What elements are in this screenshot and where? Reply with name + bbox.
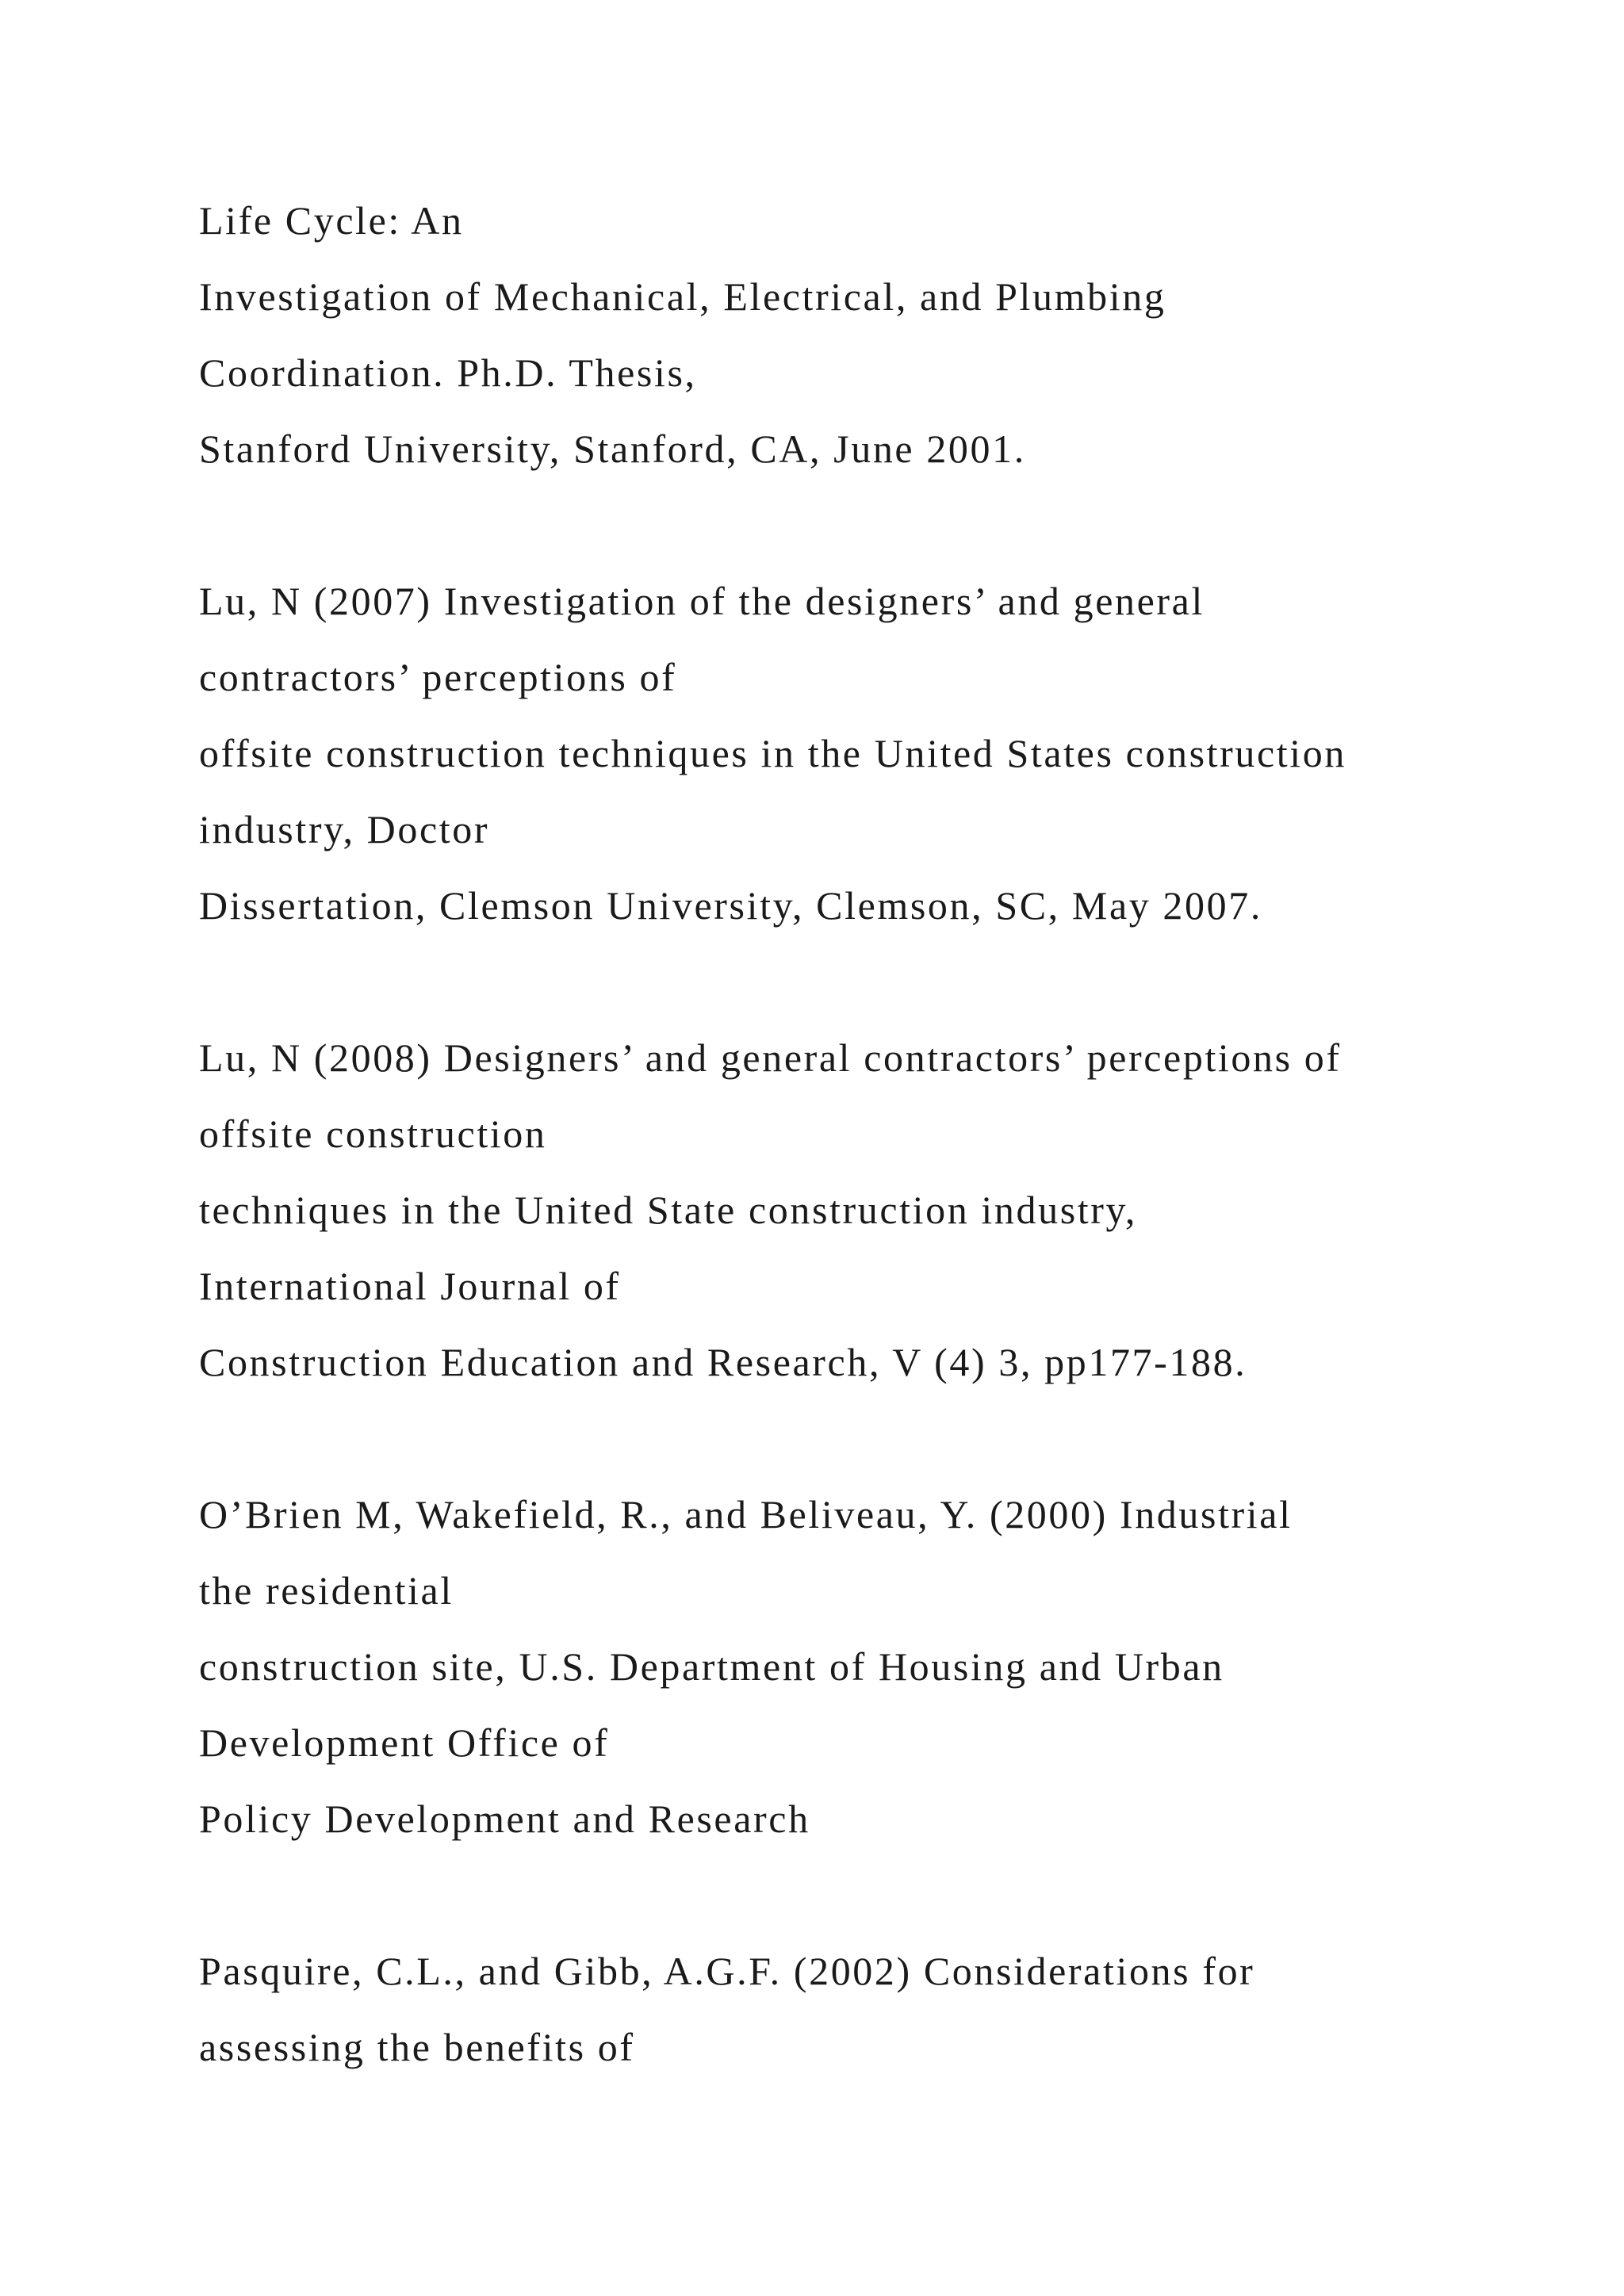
reference-line: construction site, U.S. Department of Housing and Urban xyxy=(199,1644,1224,1689)
reference-line: assessing the benefits of xyxy=(199,2025,635,2069)
reference-entry-continuation xyxy=(199,182,1547,487)
reference-line: International Journal of xyxy=(199,1264,621,1308)
reference-line: Lu, N (2008) Designers’ and general contractors’ perceptions of xyxy=(199,1035,1342,1080)
reference-entry-lu-2008 xyxy=(199,1020,1547,1400)
reference-line: offsite construction xyxy=(199,1112,547,1156)
reference-line: offsite construction techniques in the United States construction xyxy=(199,731,1346,775)
reference-line: industry, Doctor xyxy=(199,807,490,851)
reference-line: Stanford University, Stanford, CA, June 2001. xyxy=(199,427,1026,471)
reference-line: Investigation of Mechanical, Electrical, and Plumbing xyxy=(199,274,1166,319)
reference-entry-pasquire-2002 xyxy=(199,1933,1547,2085)
reference-line: the residential xyxy=(199,1568,454,1613)
reference-line: Construction Education and Research, V (4) 3, pp177-188. xyxy=(199,1340,1247,1384)
reference-line: Lu, N (2007) Investigation of the designers’ and general xyxy=(199,579,1205,623)
reference-line: contractors’ perceptions of xyxy=(199,655,677,699)
reference-entry-lu-2007 xyxy=(199,563,1547,943)
reference-line: Dissertation, Clemson University, Clemson, SC, May 2007. xyxy=(199,883,1262,928)
reference-line: Coordination. Ph.D. Thesis, xyxy=(199,350,697,395)
reference-line: Pasquire, C.L., and Gibb, A.G.F. (2002) Considerations for xyxy=(199,1949,1255,1993)
document-page xyxy=(199,182,1547,2161)
reference-line: Policy Development and Research xyxy=(199,1797,810,1841)
reference-line: techniques in the United State construction industry, xyxy=(199,1188,1137,1232)
reference-line: Development Office of xyxy=(199,1720,610,1765)
reference-line: O’Brien M, Wakefield, R., and Beliveau, Y. (2000) Industrial xyxy=(199,1492,1293,1536)
reference-entry-obrien-2000 xyxy=(199,1476,1547,1857)
reference-line: Life Cycle: An xyxy=(199,198,464,243)
